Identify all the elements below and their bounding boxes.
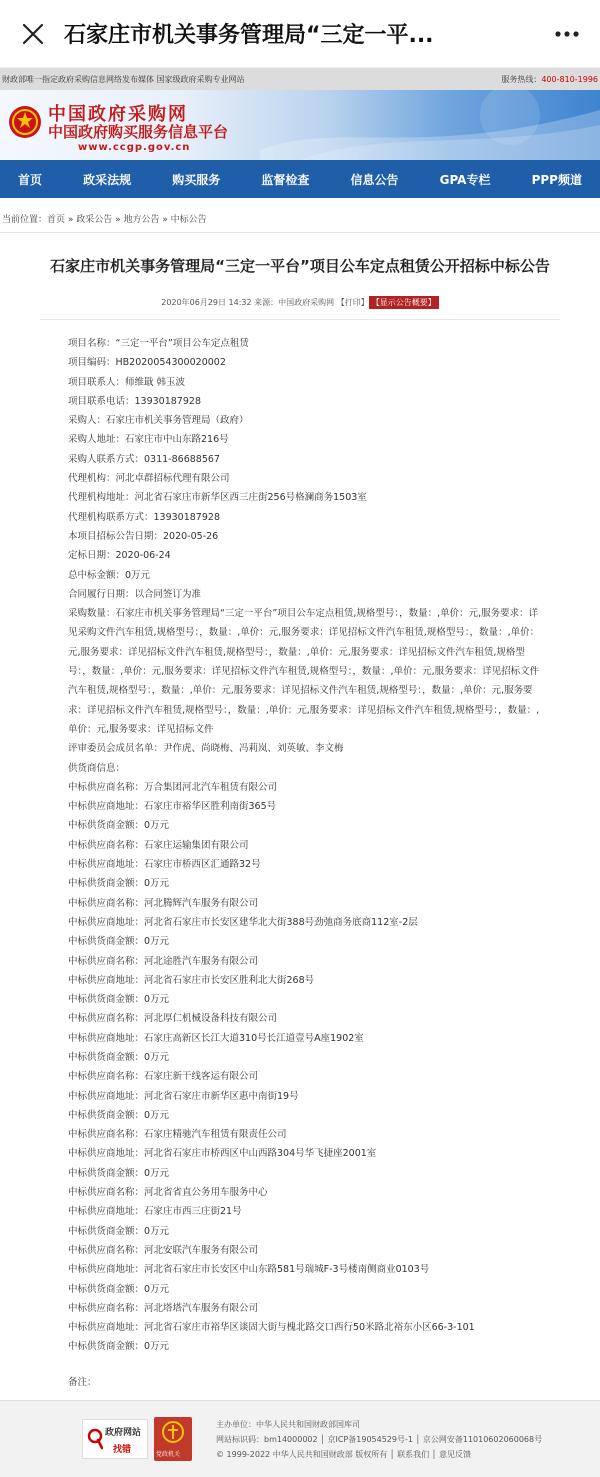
show-summary-button[interactable]: 【显示公告概要】: [369, 296, 439, 309]
supplier-name: 中标供应商名称：河北腾辉汽车服务有限公司: [68, 897, 259, 909]
info-row: 代理机构：河北卓群招标代理有限公司: [68, 473, 230, 485]
supplier-addr: 中标供应商地址：河北省石家庄市新华区惠中南街19号: [68, 1090, 299, 1102]
gov-site-error-badge[interactable]: 政府网站 找错: [82, 1419, 148, 1459]
close-icon[interactable]: [16, 17, 50, 51]
divider: [0, 232, 600, 233]
supplier-amount: 中标供货商金额：0万元: [68, 1167, 170, 1179]
supplier-addr: 中标供应商地址：河北省石家庄市长安区胜利北大街268号: [68, 974, 315, 986]
page-title: 石家庄市机关事务管理局“三定一平...: [64, 23, 434, 48]
supplier-amount: 中标供货商金额：0万元: [68, 1341, 170, 1353]
supplier-name: 中标供应商名称：河北塔塔汽车服务有限公司: [68, 1302, 259, 1314]
supplier-name: 中标供应商名称：石家庄运输集团有限公司: [68, 839, 249, 851]
nav-gpa[interactable]: GPA专栏: [439, 172, 491, 187]
info-row: 项目名称：“三定一平台”项目公车定点租赁: [68, 338, 249, 349]
supplier-addr: 中标供应商地址：河北省石家庄市长安区建华北大街388号劲弛商务底商112室-2层: [68, 916, 418, 928]
supplier-name: 中标供应商名称：河北厚仁机械设备科技有限公司: [68, 1013, 278, 1025]
supplier-name: 中标供应商名称：石家庄精驰汽车租赁有限责任公司: [68, 1129, 287, 1141]
article-content: [0, 320, 600, 1392]
site-banner: [0, 90, 600, 160]
banner-decoration-icon: [260, 90, 600, 160]
main-nav: [0, 160, 600, 198]
national-emblem-icon: [8, 104, 42, 140]
site-slogan: 财政部唯一指定政府采购信息网络发布媒体 国家级政府采购专业网站: [2, 74, 245, 84]
supplier-addr: 中标供应商地址：石家庄市西三庄街21号: [68, 1206, 242, 1218]
app-bar: [0, 0, 600, 68]
nav-ppp[interactable]: PPP频道: [531, 172, 582, 187]
site-url: www.ccgp.gov.cn: [78, 142, 191, 153]
footer-copyright[interactable]: © 1999-2022 中华人民共和国财政部 版权所有 │ 联系我们 │ 意见反馈: [216, 1450, 472, 1459]
supplier-name: 中标供应商名称：万合集团河北汽车租赁有限公司: [68, 781, 278, 793]
info-row: 总中标金额：0万元: [68, 569, 151, 581]
supplier-amount: 中标供货商金额：0万元: [68, 994, 170, 1006]
supplier-name: 中标供应商名称：河北安联汽车服务有限公司: [68, 1244, 259, 1256]
supplier-addr: 中标供应商地址：石家庄市桥西区汇通路32号: [68, 859, 261, 871]
nav-home[interactable]: 首页: [18, 172, 43, 187]
supplier-name: 中标供应商名称：石家庄新干线客运有限公司: [68, 1071, 259, 1083]
party-gov-badge[interactable]: 党政机关: [154, 1417, 192, 1461]
supplier-header: 供货商信息：: [68, 762, 126, 774]
site-footer: [0, 1400, 600, 1477]
supplier-addr: 中标供应商地址：河北省石家庄市裕华区谈固大街与槐北路交口西行50米路北裕东小区66-3-101: [68, 1322, 475, 1334]
info-row: 项目联系电话：13930187928: [68, 395, 201, 407]
nav-regulations[interactable]: 政采法规: [83, 172, 132, 187]
purchase-quantity: 采购数量：石家庄市机关事务管理局“三定一平台”项目公车定点租赁,规格型号：，数量：,单价：元,服务要求：详见采购文件汽车租赁,规格型号：，数量：,单价：元,服务要求：详见招标文件汽车租赁,规格型号：，数量：,单价：元,服务要求：详见招标文件汽车租赁,规格型号：，数量：,单价：元,服务要求：详见招标文件汽车租赁,规格型号：，数量：,单价：元,服务要求：详见招标文件汽车租赁,规格型号：，数量：,单价：元,服务要求：详见招标文件汽车租赁,规格型号：，数量：,单价：元,服务要求：详见招标文件汽车租赁,规格型号：，数量：,单价：元,服务要求：详见招标文件汽车租赁,规格型号：，数量：,单价：元,服务要求：详见招标文件汽车租赁,规格型号：，数量：,单价：元,服务要求：详见招标文件: [68, 608, 540, 735]
info-row: 项目联系人：师维戢 韩玉波: [68, 376, 186, 388]
article-title: 石家庄市机关事务管理局“三定一平台”项目公车定点租赁公开招标中标公告: [50, 257, 550, 275]
supplier-amount: 中标供货商金额：0万元: [68, 1109, 170, 1121]
more-icon[interactable]: [550, 17, 584, 51]
supplier-name: 中标供应商名称：河北省省直公务用车服务中心: [68, 1187, 268, 1199]
site-name: 中国政府采购网: [48, 104, 188, 125]
badge-emblem-icon: [154, 1417, 192, 1449]
footer-info: [216, 1417, 542, 1462]
info-row: 项目编码：HB2020054300020002: [68, 357, 226, 369]
footer-host: 主办单位：中华人民共和国财政部国库司: [216, 1420, 360, 1429]
nav-supervision[interactable]: 监督检查: [261, 172, 310, 187]
supplier-addr: 中标供应商地址：河北省石家庄市桥西区中山西路304号华飞捷座2001室: [68, 1148, 377, 1160]
info-row: 代理机构地址：河北省石家庄市新华区西三庄街256号格澜商务1503室: [68, 492, 367, 504]
info-row: 代理机构联系方式：13930187928: [68, 511, 220, 523]
info-row: 采购人联系方式：0311-86688567: [68, 453, 220, 465]
site-top-strip: [0, 68, 600, 90]
supplier-amount: 中标供货商金额：0万元: [68, 820, 170, 832]
supplier-addr: 中标供应商地址：石家庄市裕华区胜利南街365号: [68, 801, 277, 813]
magnifier-icon: [87, 1428, 103, 1450]
hotline: 服务热线：400-810-1996: [501, 74, 598, 84]
nav-announcements[interactable]: 信息公告: [350, 172, 399, 187]
site-subname: 中国政府购买服务信息平台: [48, 123, 229, 141]
committee-members: 评审委员会成员名单：尹作虎、尚晓梅、冯莉岚、刘英敏、李文梅: [68, 743, 344, 755]
supplier-amount: 中标供货商金额：0万元: [68, 1225, 170, 1237]
info-row: 本项目招标公告日期：2020-05-26: [68, 530, 219, 542]
footer-ids[interactable]: 网站标识码：bm14000002 │ 京ICP备19054529号-1 │ 京公网安备11010602060068号: [216, 1435, 543, 1444]
supplier-amount: 中标供货商金额：0万元: [68, 878, 170, 890]
info-row: 采购人：石家庄市机关事务管理局（政府）: [68, 415, 249, 427]
article-meta: 2020年06月29日 14:32 来源：中国政府采购网 【打印】 【显示公告概要】: [0, 296, 600, 309]
supplier-amount: 中标供货商金额：0万元: [68, 1283, 170, 1295]
info-row: 合同履行日期：以合同签订为准: [68, 588, 202, 600]
nav-purchase-service[interactable]: 购买服务: [172, 172, 221, 187]
breadcrumb[interactable]: 当前位置：首页 » 政采公告 » 地方公告 » 中标公告: [2, 215, 207, 225]
info-row: 定标日期：2020-06-24: [68, 550, 171, 562]
supplier-addr: 中标供应商地址：石家庄高新区长江大道310号长江道壹号A座1902室: [68, 1032, 364, 1044]
info-row: 采购人地址：石家庄市中山东路216号: [68, 434, 229, 446]
remarks: 备注：: [68, 1376, 97, 1388]
supplier-amount: 中标供货商金额：0万元: [68, 936, 170, 948]
supplier-amount: 中标供货商金额：0万元: [68, 1051, 170, 1063]
supplier-addr: 中标供应商地址：河北省石家庄市长安区中山东路581号瑞城F-3号楼南侧商业0103号: [68, 1264, 430, 1276]
supplier-name: 中标供应商名称：河北途胜汽车服务有限公司: [68, 955, 259, 967]
